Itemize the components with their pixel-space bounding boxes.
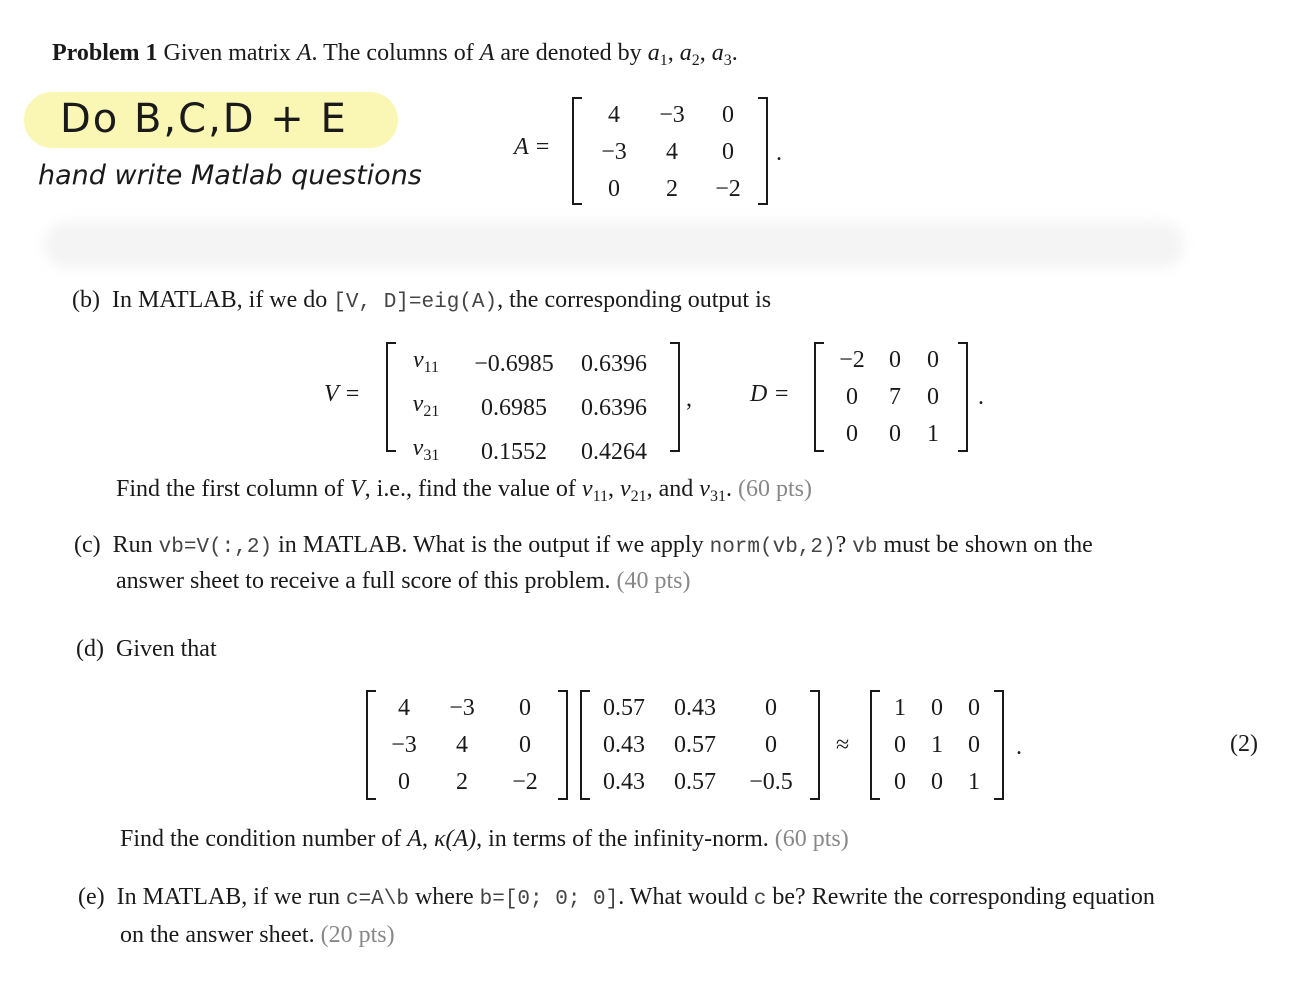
- matrix-cell: 4: [666, 139, 678, 165]
- part-b-label: (b): [72, 287, 100, 313]
- matrix-v-cells: [396, 342, 672, 474]
- part-d-label: (d): [76, 636, 104, 662]
- matrix-cell: −3: [659, 102, 685, 128]
- bracket-left: [366, 690, 376, 800]
- matrix-cell: 0: [398, 769, 410, 795]
- run-text: Run: [112, 532, 153, 558]
- matrix-cell: 0: [608, 176, 620, 202]
- matrix-d-cells: [828, 342, 954, 453]
- part-c-text: in MATLAB. What is the output if we apply: [278, 532, 704, 558]
- sub: 11: [423, 359, 440, 376]
- v31: $v_{31}$: [699, 476, 726, 505]
- matrix-cell: 0.6396: [581, 394, 647, 421]
- matrix-cell: 0.43: [603, 769, 645, 795]
- code-norm: norm(vb,2): [709, 536, 836, 559]
- bracket-right: [958, 342, 968, 452]
- col-a1: a: [647, 40, 660, 66]
- var-a: A: [296, 40, 312, 66]
- find-text: Find the first column of: [116, 476, 344, 502]
- code-c: c=A\b: [345, 888, 409, 911]
- matrix-cell: [396, 430, 456, 474]
- bracket-right: [810, 690, 820, 800]
- lhs-text: V =: [324, 381, 361, 407]
- col-a2: a: [679, 40, 692, 66]
- matrix-a-cells: [584, 97, 756, 208]
- matrix-v-lhs: [324, 381, 360, 408]
- points-b: (60 pts): [737, 476, 812, 502]
- matrix-cell: [396, 386, 456, 430]
- matrix-cell: −0.5: [749, 769, 793, 795]
- matrix-cell: 0: [889, 347, 901, 373]
- sub: 21: [630, 488, 647, 505]
- sub: 21: [423, 403, 440, 420]
- code-b: b=[0; 0; 0]: [479, 888, 619, 911]
- matrix-d-lhs: [750, 381, 790, 408]
- matrix-cell: −2: [715, 176, 741, 202]
- matrix-cell: 0.43: [674, 695, 716, 721]
- matrix-d1-cells: [378, 690, 556, 801]
- bracket-left: [386, 342, 396, 452]
- part-e-text4: on the answer sheet.: [120, 922, 315, 948]
- sub: 1: [659, 52, 668, 69]
- matrix-cell: −2: [839, 347, 865, 373]
- part-b-prompt: [72, 287, 771, 314]
- matrix-cell: −3: [449, 695, 475, 721]
- matrix-identity: [870, 690, 1004, 800]
- matrix-d1: [366, 690, 568, 800]
- part-c-text2: must be shown on the: [883, 532, 1093, 558]
- bracket-right: [558, 690, 568, 800]
- part-e-line2: [120, 922, 395, 949]
- matrix-cell: 0: [519, 732, 531, 758]
- matrix-cell: 0: [968, 695, 980, 721]
- cell-var: v: [412, 391, 424, 417]
- part-d-find: Find the condition number of A, κ(A), in terms of the infinity-norm. (60 pts): [120, 826, 849, 852]
- matrix-d: [814, 342, 968, 452]
- matrix-cell: 7: [889, 384, 901, 410]
- matrix-cell: 0: [765, 695, 777, 721]
- matrix-cell: 0: [931, 769, 943, 795]
- var-a: A: [479, 40, 495, 66]
- matrix-cell: 0: [765, 732, 777, 758]
- kappa-a: κ(A): [433, 826, 477, 852]
- cell-var: v: [412, 435, 424, 461]
- sub: 31: [423, 447, 440, 464]
- matrix-v: [386, 342, 680, 465]
- matrix-d2-cells: [590, 690, 810, 801]
- find-post: , in terms of the infinity-norm.: [476, 826, 769, 852]
- part-e-text3: be? Rewrite the corresponding equation: [772, 884, 1155, 910]
- matrix-cell: 0.6396: [581, 350, 647, 377]
- matrix-cell: 1: [931, 732, 943, 758]
- code-vb-2: vb: [852, 536, 878, 559]
- part-c-line2: [116, 568, 690, 595]
- matrix-cell: −0.6985: [474, 350, 554, 377]
- matrix-d-period: .: [978, 384, 984, 410]
- smudged-region: [44, 222, 1184, 268]
- part-e-text: In MATLAB, if we run: [116, 884, 340, 910]
- bracket-left: [572, 97, 582, 205]
- lhs-text: D =: [750, 381, 790, 407]
- matrix-cell: 0: [722, 139, 734, 165]
- bracket-left: [580, 690, 590, 800]
- matrix-cell: 4: [398, 695, 410, 721]
- matrix-cell: 4: [608, 102, 620, 128]
- matrix-identity-period: .: [1016, 734, 1022, 760]
- part-e-label: (e): [78, 884, 105, 910]
- matrix-cell: [396, 342, 456, 386]
- part-b-find: Find the first column of V, i.e., find the value of $v_{11}$, $v_{21}$, and $v_{31}$. (60 pts): [116, 476, 812, 505]
- code-eig: [V, D]=eig(A): [333, 291, 498, 314]
- matrix-cell: 4: [456, 732, 468, 758]
- part-e-text2: . What would: [618, 884, 748, 910]
- find-text: Find the condition number of: [120, 826, 402, 852]
- problem-header: Problem 1 Given matrix A. The columns of A are denoted by $a_1$, $a_2$, $a_3$.: [52, 40, 738, 69]
- sub: 2: [691, 52, 700, 69]
- sub: 11: [592, 488, 608, 505]
- part-b-text: In MATLAB, if we do: [111, 287, 328, 313]
- sub: 3: [723, 52, 732, 69]
- matrix-cell: 0: [846, 421, 858, 447]
- points-e: (20 pts): [320, 922, 395, 948]
- matrix-cell: 0.43: [603, 732, 645, 758]
- matrix-cell: 0: [894, 769, 906, 795]
- intro-post: are denoted by: [500, 40, 642, 66]
- matrix-cell: 0.57: [603, 695, 645, 721]
- v11: $v_{11}$: [581, 476, 608, 505]
- matrix-identity-cells: [882, 690, 992, 801]
- matrix-cell: −2: [512, 769, 538, 795]
- handwriting-line1: Do B,C,D + E: [60, 96, 348, 142]
- matrix-cell: 2: [456, 769, 468, 795]
- code-vb: vb=V(:,2): [158, 536, 273, 559]
- matrix-v-comma: ,: [686, 386, 692, 412]
- matrix-cell: 1: [894, 695, 906, 721]
- intro-text: Given matrix: [163, 40, 291, 66]
- equation-number: (2): [1230, 731, 1258, 757]
- matrix-a-lhs: [514, 134, 550, 161]
- points-c: (40 pts): [616, 568, 691, 594]
- matrix-cell: 2: [666, 176, 678, 202]
- matrix-cell: −3: [601, 139, 627, 165]
- find-mid: , i.e., find the value of: [364, 476, 576, 502]
- matrix-cell: 0: [722, 102, 734, 128]
- question-mark: ?: [835, 532, 847, 558]
- var-a: A: [407, 826, 422, 852]
- bracket-right: [758, 97, 768, 205]
- where-text: where: [414, 884, 474, 910]
- matrix-cell: 0: [968, 732, 980, 758]
- matrix-cell: 1: [968, 769, 980, 795]
- matrix-cell: 0: [889, 421, 901, 447]
- points-d: (60 pts): [774, 826, 849, 852]
- intro-mid: . The columns of: [311, 40, 474, 66]
- problem-label: Problem 1: [52, 40, 158, 66]
- matrix-cell: 1: [927, 421, 939, 447]
- matrix-a: [572, 97, 768, 205]
- sub: 31: [709, 488, 726, 505]
- matrix-cell: 0.57: [674, 732, 716, 758]
- given-text: Given that: [115, 636, 217, 662]
- matrix-d2: [580, 690, 820, 800]
- part-b-text-post: , the corresponding output is: [497, 287, 772, 313]
- col-a3: a: [711, 40, 724, 66]
- matrix-cell: −3: [391, 732, 417, 758]
- matrix-cell: 0: [927, 347, 939, 373]
- part-c-label: (c): [74, 532, 101, 558]
- matrix-cell: 0.4264: [581, 438, 647, 465]
- lhs-text: A =: [514, 134, 551, 160]
- var-v: V: [349, 476, 365, 502]
- part-e-line1: [78, 884, 1155, 911]
- matrix-cell: 0: [894, 732, 906, 758]
- matrix-cell: 0.1552: [481, 438, 547, 465]
- matrix-cell: 0: [927, 384, 939, 410]
- matrix-cell: 0: [519, 695, 531, 721]
- approx-sign: ≈: [836, 732, 850, 758]
- part-c-line1: [74, 532, 1093, 559]
- bracket-left: [870, 690, 880, 800]
- matrix-a-period: .: [776, 140, 782, 166]
- part-c-text3: answer sheet to receive a full score of this problem.: [116, 568, 611, 594]
- matrix-cell: 0: [846, 384, 858, 410]
- matrix-cell: 0: [931, 695, 943, 721]
- bracket-right: [994, 690, 1004, 800]
- v21: $v_{21}$: [619, 476, 647, 505]
- handwriting-line2: hand write Matlab questions: [38, 160, 422, 191]
- code-c-var: c: [753, 888, 767, 911]
- matrix-cell: 0.57: [674, 769, 716, 795]
- bracket-left: [814, 342, 824, 452]
- part-d-prompt: [76, 636, 217, 663]
- cell-var: v: [412, 347, 424, 373]
- and-text: and: [658, 476, 694, 502]
- matrix-cell: 0.6985: [481, 394, 547, 421]
